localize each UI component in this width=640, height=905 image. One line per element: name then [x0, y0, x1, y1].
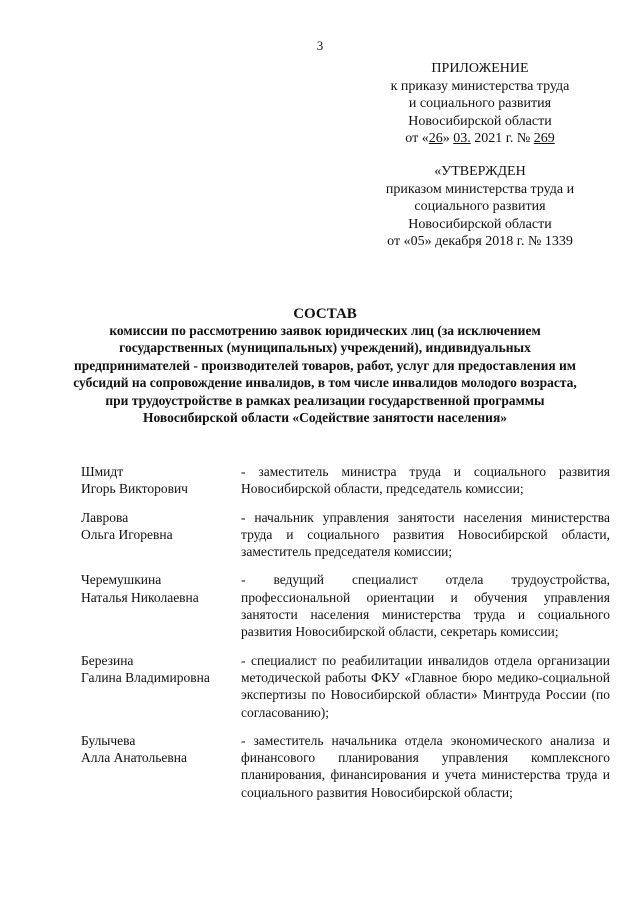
appendix-title: ПРИЛОЖЕНИЕ [431, 61, 529, 76]
member-given-name: Галина Владимировна [81, 669, 210, 685]
member-name [81, 652, 241, 721]
member-given-name: Алла Анатольевна [81, 750, 187, 766]
member-given-name: Ольга Игоревна [81, 526, 173, 542]
approved-block [355, 163, 605, 251]
member-name [81, 463, 241, 498]
order-number: 269 [533, 131, 555, 146]
member-surname: Шмидт [81, 464, 124, 479]
approved-title: «УТВЕРЖДЕН [434, 164, 526, 179]
member-given-name: Наталья Николаевна [81, 589, 199, 605]
date-day: 26 [428, 131, 443, 146]
appendix-block [360, 60, 600, 148]
member-row [81, 652, 610, 721]
member-row [81, 732, 610, 801]
approved-line: социального развития [414, 199, 546, 214]
member-role: - заместитель начальника отдела экономического анализа и финансового планирования управления комплексного планирования, финансирования и учета министерства труда и социального развития Новосибирской области; [241, 732, 610, 800]
approved-date: от «05» декабря 2018 г. № 1339 [387, 234, 573, 249]
approved-line: Новосибирской области [408, 216, 552, 232]
member-surname: Черемушкина [81, 572, 162, 588]
document-title: СОСТАВ [293, 306, 357, 322]
member-surname: Лаврова [81, 509, 129, 525]
date-month: 03. [453, 131, 471, 146]
appendix-date [360, 130, 600, 148]
member-name [81, 732, 241, 801]
member-row [81, 509, 610, 561]
appendix-line: к приказу министерства труда [390, 78, 570, 94]
document-subtitle: комиссии по рассмотрению заявок юридических лиц (за исключением государственных (муниципальных) учреждений), индивидуальных предпринимателей - производителей товаров, работ, услуг для предоставления им субсидий на сопровождение инвалидов, в том числе инвалидов молодого возраста, при трудоустройстве в рамках реализации государственной программы Новосибирской области «Содействие занятости населения» [73, 323, 577, 426]
member-role: - ведущий специалист отдела трудоустройства, профессиональной ориентации и обучения управления занятости населения министерства труда и социального развития Новосибирской области, секретарь комиссии; [241, 572, 610, 640]
member-row [81, 571, 610, 640]
date-prefix: от « [405, 131, 429, 146]
member-given-name: Игорь Викторович [81, 481, 188, 497]
appendix-line: Новосибирской области [408, 113, 552, 129]
members-list [81, 463, 610, 812]
appendix-line: и социального развития [408, 96, 552, 111]
member-role: - начальник управления занятости населения министерства труда и социального развития Новосибирской области, заместитель председателя комиссии; [241, 509, 610, 560]
member-role: - заместитель министра труда и социального развития Новосибирской области, председатель комиссии; [241, 464, 610, 497]
page-number: 3 [316, 38, 324, 53]
member-name [81, 509, 241, 561]
member-surname: Березина [81, 652, 134, 668]
approved-line: приказом министерства труда и [385, 181, 575, 197]
member-role: - специалист по реабилитации инвалидов отдела организации методической работы ФКУ «Главное бюро медико-социальной экспертизы по Новосибирской области» Минтруда России (по согласованию); [241, 652, 610, 720]
member-row [81, 463, 610, 498]
date-separator: » [442, 131, 454, 146]
member-name [81, 571, 241, 640]
date-year: 2021 г. № [470, 131, 534, 146]
member-surname: Булычева [81, 732, 136, 748]
